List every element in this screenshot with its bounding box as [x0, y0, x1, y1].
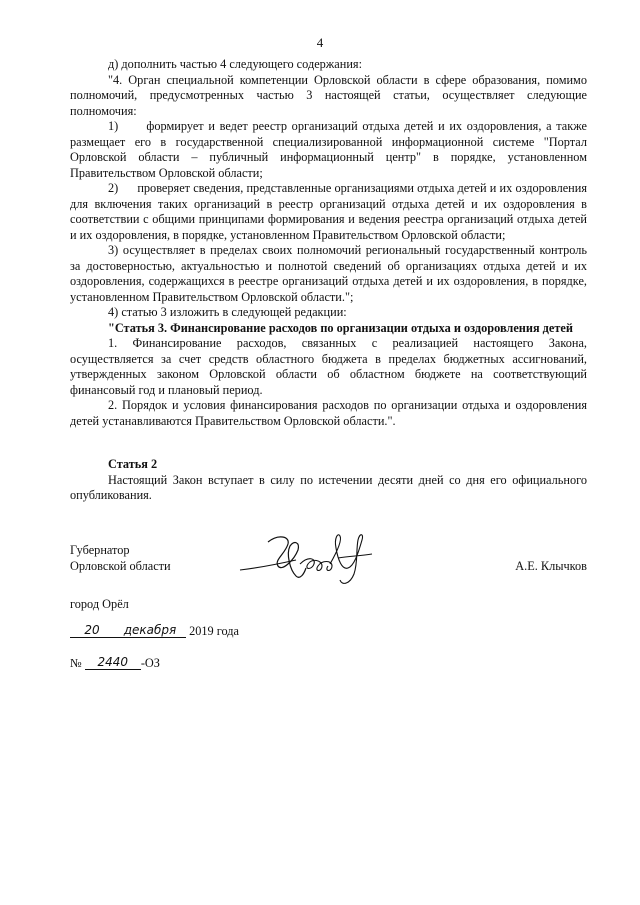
date-day: 20: [70, 624, 114, 638]
page-number: 4: [316, 35, 324, 50]
signatory-title: [70, 542, 171, 574]
law-number: [70, 656, 160, 671]
date-month: декабря: [114, 624, 186, 638]
signatory-title-line: Губернатор: [70, 543, 130, 557]
number-suffix: -ОЗ: [140, 656, 160, 670]
handwritten-signature-icon: [238, 530, 378, 588]
date-year: 2019 года: [189, 624, 239, 638]
article-2-text: Настоящий Закон вступает в силу по истечении десяти дней со дня его официального опубликования.: [70, 472, 587, 502]
number-prefix: №: [70, 656, 82, 670]
list-item: 2) проверяет сведения, представленные организациями отдыха детей и их оздоровления для включения таких организаций в реестр организаций отдыха детей и их оздоровления в соответствии с общими принципами формирования и ведения реестра организаций отдыха детей и их оздоровления, в порядке, установленном Правительством Орловской области;: [70, 181, 591, 242]
paragraph: "4. Орган специальной компетенции Орловской области в сфере образования, помимо полномочий, предусмотренных частью 3 настоящей статьи, осуществляет следующие полномочия:: [70, 72, 587, 118]
paragraph: 2. Порядок и условия финансирования расходов по организации отдыха и оздоровления детей устанавливаются Правительством Орловской области.".: [70, 398, 587, 428]
article-3-heading: "Статья 3. Финансирование расходов по организации отдыха и оздоровления детей: [108, 320, 573, 335]
signature-block: [70, 542, 587, 602]
article-2: [70, 457, 587, 504]
document-body: [70, 57, 591, 429]
list-item: 1) формирует и ведет реестр организаций отдыха детей и их оздоровления, а также размещает его в государственной специализированной информационной системе "Портал Орловской области – публичный информационный центр" в порядке, установленном Правительством Орловской области;: [70, 119, 591, 180]
signing-date: [70, 624, 239, 639]
number-value: 2440: [85, 656, 141, 670]
paragraph: д) дополнить частью 4 следующего содержания:: [108, 57, 362, 71]
article-2-heading: Статья 2: [108, 457, 158, 471]
signatory-name: А.Е. Клычков: [515, 559, 587, 573]
paragraph: 4) статью 3 изложить в следующей редакции:: [108, 305, 347, 319]
signatory-title-line: Орловской области: [70, 559, 171, 573]
place-of-signing: город Орёл: [70, 597, 129, 611]
list-item: 3) осуществляет в пределах своих полномочий региональный государственный контроль за достоверностью, актуальностью и полнотой сведений об организациях отдыха детей и их оздоровления, содержащихся в реестре организаций отдыха детей и их оздоровления, в порядке, установленном Правительством Орловской области.";: [70, 243, 587, 304]
paragraph: 1. Финансирование расходов, связанных с реализацией настоящего Закона, осуществляется за счет средств областного бюджета в пределах бюджетных ассигнований, утвержденных законом Орловской области об областном бюджете на соответствующий финансовый год и плановый период.: [70, 336, 587, 397]
